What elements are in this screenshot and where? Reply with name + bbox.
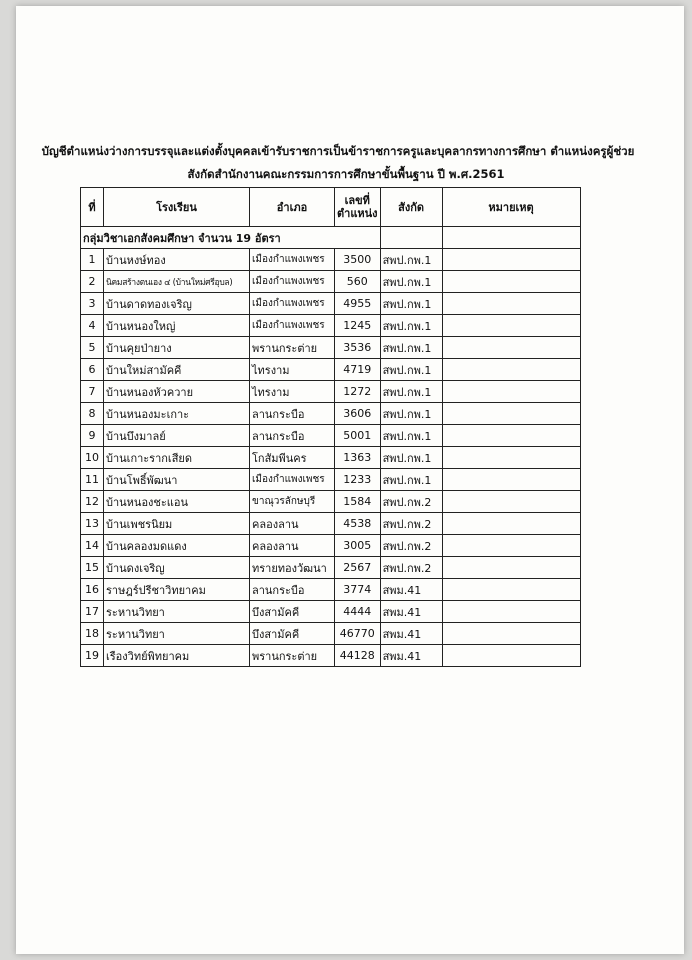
cell-affiliation: สพป.กพ.1 <box>380 381 442 403</box>
cell-remark <box>442 535 580 557</box>
cell-school: นิคมสร้างตนเอง ๔ (บ้านใหม่ศรีอุบล) <box>104 271 250 293</box>
cell-affiliation: สพป.กพ.1 <box>380 447 442 469</box>
cell-position-no: 5001 <box>335 425 381 447</box>
cell-no: 17 <box>81 601 104 623</box>
cell-school: บ้านคลองมดแดง <box>104 535 250 557</box>
cell-school: ระหานวิทยา <box>104 623 250 645</box>
cell-position-no: 1233 <box>335 469 381 491</box>
table-row <box>81 535 581 557</box>
table-row <box>81 315 581 337</box>
cell-remark <box>442 469 580 491</box>
cell-no: 3 <box>81 293 104 315</box>
cell-position-no: 3606 <box>335 403 381 425</box>
cell-position-no: 4955 <box>335 293 381 315</box>
vacancy-table <box>80 187 581 667</box>
cell-district: พรานกระต่าย <box>250 645 335 667</box>
cell-district: ทรายทองวัฒนา <box>250 557 335 579</box>
cell-no: 9 <box>81 425 104 447</box>
cell-position-no: 4538 <box>335 513 381 535</box>
table-row <box>81 337 581 359</box>
cell-affiliation: สพป.กพ.2 <box>380 557 442 579</box>
cell-position-no: 4444 <box>335 601 381 623</box>
cell-position-no: 1245 <box>335 315 381 337</box>
cell-school: บ้านดาดทองเจริญ <box>104 293 250 315</box>
cell-district: เมืองกำแพงเพชร <box>250 293 335 315</box>
table-row <box>81 513 581 535</box>
cell-no: 5 <box>81 337 104 359</box>
table-row <box>81 293 581 315</box>
header-remark: หมายเหตุ <box>442 188 580 227</box>
cell-school: บ้านหงษ์ทอง <box>104 249 250 271</box>
cell-affiliation: สพป.กพ.1 <box>380 359 442 381</box>
cell-school: บ้านดงเจริญ <box>104 557 250 579</box>
cell-no: 4 <box>81 315 104 337</box>
header-affiliation: สังกัด <box>380 188 442 227</box>
cell-no: 19 <box>81 645 104 667</box>
header-school: โรงเรียน <box>104 188 250 227</box>
cell-no: 16 <box>81 579 104 601</box>
header-district: อำเภอ <box>250 188 335 227</box>
cell-remark <box>442 579 580 601</box>
cell-district: เมืองกำแพงเพชร <box>250 249 335 271</box>
header-position-no <box>335 188 381 227</box>
cell-school: บ้านใหม่สามัคคี <box>104 359 250 381</box>
cell-district: ไทรงาม <box>250 359 335 381</box>
cell-district: เมืองกำแพงเพชร <box>250 469 335 491</box>
cell-no: 10 <box>81 447 104 469</box>
table-row <box>81 359 581 381</box>
group-row <box>81 227 581 249</box>
cell-remark <box>442 447 580 469</box>
table-row <box>81 381 581 403</box>
header-position-no-line1: เลขที่ <box>344 194 370 207</box>
table-header-row <box>81 188 581 227</box>
document-title-line2: สังกัดสำนักงานคณะกรรมการการศึกษาขั้นพื้นฐาน ปี พ.ศ.2561 <box>187 167 505 181</box>
cell-no: 6 <box>81 359 104 381</box>
cell-remark <box>442 623 580 645</box>
table-row <box>81 601 581 623</box>
table-row <box>81 271 581 293</box>
cell-district: คลองลาน <box>250 535 335 557</box>
table-row <box>81 557 581 579</box>
cell-district: โกสัมพีนคร <box>250 447 335 469</box>
cell-school: ราษฎร์ปรีชาวิทยาคม <box>104 579 250 601</box>
cell-position-no: 44128 <box>335 645 381 667</box>
cell-no: 7 <box>81 381 104 403</box>
cell-remark <box>442 491 580 513</box>
table-row <box>81 249 581 271</box>
cell-remark <box>442 557 580 579</box>
cell-remark <box>442 381 580 403</box>
cell-position-no: 1363 <box>335 447 381 469</box>
cell-position-no: 1584 <box>335 491 381 513</box>
cell-affiliation: สพป.กพ.1 <box>380 271 442 293</box>
table-row <box>81 491 581 513</box>
cell-district: เมืองกำแพงเพชร <box>250 315 335 337</box>
cell-district: บึงสามัคคี <box>250 601 335 623</box>
table-row <box>81 447 581 469</box>
cell-district: ลานกระบือ <box>250 579 335 601</box>
cell-district: คลองลาน <box>250 513 335 535</box>
cell-school: บ้านหนองมะเกาะ <box>104 403 250 425</box>
cell-district: บึงสามัคคี <box>250 623 335 645</box>
cell-district: ลานกระบือ <box>250 425 335 447</box>
cell-district: ไทรงาม <box>250 381 335 403</box>
cell-remark <box>442 359 580 381</box>
cell-affiliation: สพม.41 <box>380 623 442 645</box>
cell-affiliation: สพป.กพ.1 <box>380 337 442 359</box>
cell-remark <box>442 601 580 623</box>
cell-remark <box>442 293 580 315</box>
cell-school: บ้านเกาะรากเสียด <box>104 447 250 469</box>
cell-district: พรานกระต่าย <box>250 337 335 359</box>
cell-position-no: 4719 <box>335 359 381 381</box>
cell-school: ระหานวิทยา <box>104 601 250 623</box>
cell-district: ขาณุวรลักษบุรี <box>250 491 335 513</box>
cell-affiliation: สพป.กพ.2 <box>380 513 442 535</box>
table-row <box>81 623 581 645</box>
group-affiliation-cell <box>380 227 442 249</box>
cell-district: เมืองกำแพงเพชร <box>250 271 335 293</box>
cell-school: บ้านคุยป่ายาง <box>104 337 250 359</box>
cell-affiliation: สพม.41 <box>380 579 442 601</box>
cell-no: 13 <box>81 513 104 535</box>
cell-no: 18 <box>81 623 104 645</box>
cell-position-no: 3536 <box>335 337 381 359</box>
cell-position-no: 3774 <box>335 579 381 601</box>
table-row <box>81 469 581 491</box>
cell-affiliation: สพป.กพ.2 <box>380 535 442 557</box>
cell-no: 8 <box>81 403 104 425</box>
cell-affiliation: สพป.กพ.1 <box>380 315 442 337</box>
cell-no: 14 <box>81 535 104 557</box>
cell-affiliation: สพป.กพ.1 <box>380 469 442 491</box>
cell-no: 12 <box>81 491 104 513</box>
cell-position-no: 560 <box>335 271 381 293</box>
group-label: กลุ่มวิชาเอกสังคมศึกษา จำนวน 19 อัตรา <box>81 227 381 249</box>
cell-remark <box>442 425 580 447</box>
header-position-no-line2: ตำแหน่ง <box>337 207 378 220</box>
cell-remark <box>442 645 580 667</box>
cell-affiliation: สพป.กพ.1 <box>380 425 442 447</box>
cell-remark <box>442 315 580 337</box>
table-row <box>81 425 581 447</box>
cell-remark <box>442 271 580 293</box>
cell-school: บ้านโพธิ์พัฒนา <box>104 469 250 491</box>
group-remark-cell <box>442 227 580 249</box>
cell-school: บ้านหนองชะแอน <box>104 491 250 513</box>
table-row <box>81 579 581 601</box>
cell-affiliation: สพม.41 <box>380 645 442 667</box>
cell-position-no: 1272 <box>335 381 381 403</box>
cell-position-no: 3005 <box>335 535 381 557</box>
table-row <box>81 645 581 667</box>
cell-position-no: 46770 <box>335 623 381 645</box>
cell-no: 2 <box>81 271 104 293</box>
cell-remark <box>442 337 580 359</box>
cell-school: บ้านบึงมาลย์ <box>104 425 250 447</box>
table-row <box>81 403 581 425</box>
cell-no: 1 <box>81 249 104 271</box>
cell-position-no: 3500 <box>335 249 381 271</box>
cell-school: บ้านเพชรนิยม <box>104 513 250 535</box>
cell-affiliation: สพป.กพ.2 <box>380 491 442 513</box>
cell-affiliation: สพป.กพ.1 <box>380 293 442 315</box>
cell-school: เรืองวิทย์พิทยาคม <box>104 645 250 667</box>
cell-no: 11 <box>81 469 104 491</box>
cell-school: บ้านหนองหัวควาย <box>104 381 250 403</box>
cell-district: ลานกระบือ <box>250 403 335 425</box>
cell-affiliation: สพม.41 <box>380 601 442 623</box>
cell-affiliation: สพป.กพ.1 <box>380 403 442 425</box>
header-no: ที่ <box>81 188 104 227</box>
cell-remark <box>442 249 580 271</box>
cell-school: บ้านหนองใหญ่ <box>104 315 250 337</box>
cell-remark <box>442 403 580 425</box>
cell-remark <box>442 513 580 535</box>
cell-position-no: 2567 <box>335 557 381 579</box>
document-title-line1: บัญชีตำแหน่งว่างการบรรจุและแต่งตั้งบุคคลเข้ารับราชการเป็นข้าราชการครูและบุคลากรทางการศึกษา ตำแหน่งครูผู้ช่วย <box>41 144 635 158</box>
cell-no: 15 <box>81 557 104 579</box>
cell-affiliation: สพป.กพ.1 <box>380 249 442 271</box>
